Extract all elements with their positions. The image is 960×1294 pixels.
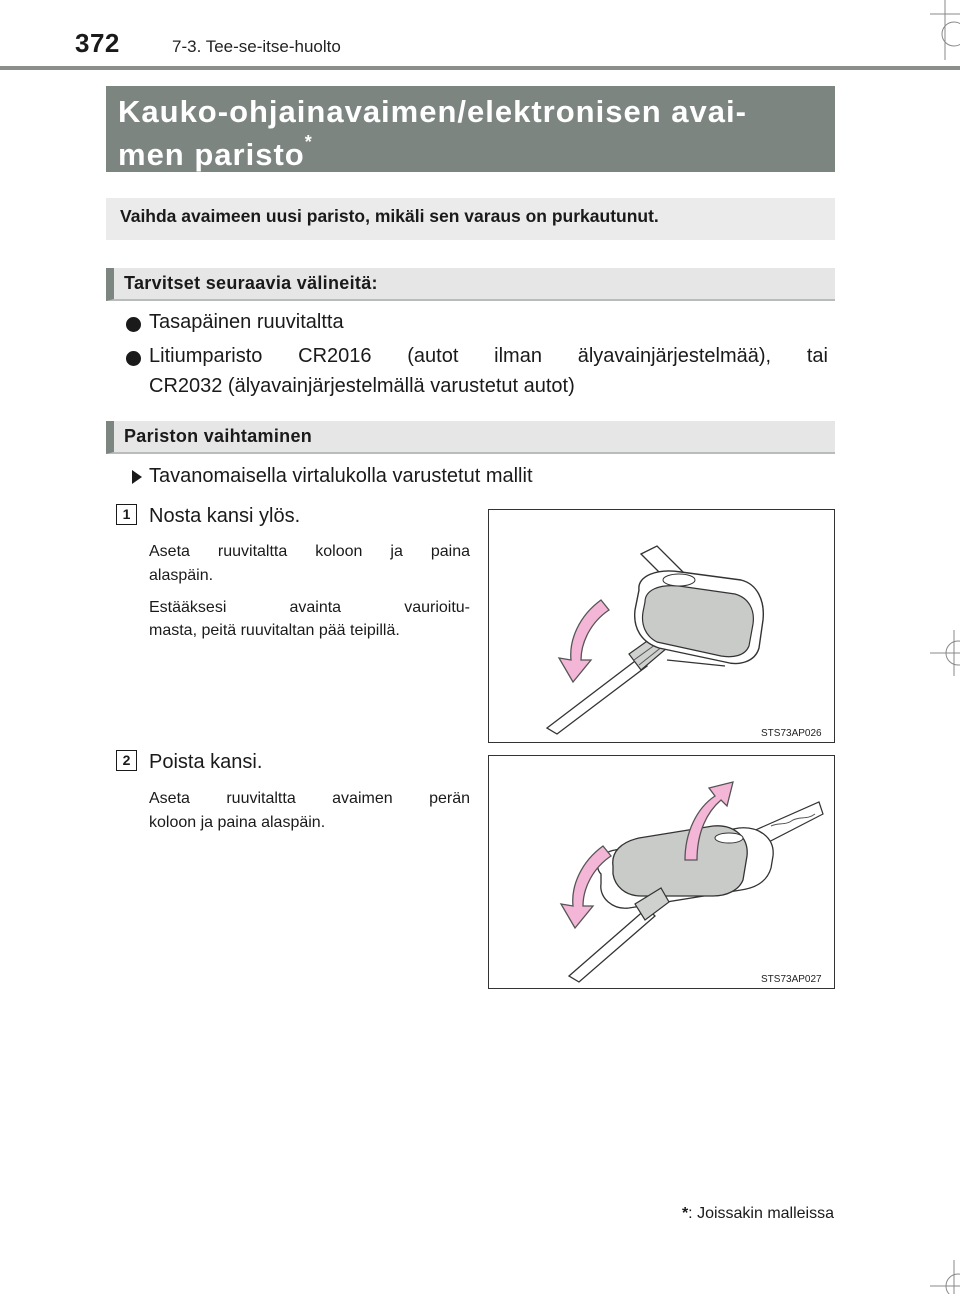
step-number-1: 1 xyxy=(116,504,137,525)
step-1-note-1-line1: Aseta ruuvitaltta koloon ja paina xyxy=(149,543,470,560)
step-2-title: Poista kansi. xyxy=(149,751,263,773)
step-1-note-2-line2: masta, peitä ruuvitaltan pää teipillä. xyxy=(149,622,400,639)
figure-2-code: STS73AP027 xyxy=(761,974,822,985)
main-title xyxy=(118,90,815,176)
tools-heading-box xyxy=(106,268,835,301)
registration-mark-middle xyxy=(930,630,960,676)
footnote-text: : Joissakin malleissa xyxy=(688,1205,834,1222)
intro-box xyxy=(106,198,835,240)
step-1-illustration xyxy=(488,509,835,743)
main-title-line2: men paristo xyxy=(118,137,305,172)
page-number: 372 xyxy=(75,28,120,58)
header-rule xyxy=(0,66,960,70)
key-remove-cover-drawing xyxy=(489,756,834,988)
title-asterisk: * xyxy=(304,132,313,152)
main-title-box xyxy=(106,86,835,172)
triangle-bullet-icon xyxy=(132,470,142,484)
variant-label: Tavanomaisella virtalukolla varustetut mallit xyxy=(149,465,533,487)
replace-heading: Pariston vaihtaminen xyxy=(124,426,313,446)
step-number-2: 2 xyxy=(116,750,137,771)
registration-mark-bottom xyxy=(930,1260,960,1294)
main-title-line1: Kauko-ohjainavaimen/elektronisen avai- xyxy=(118,94,747,129)
step-1-title: Nosta kansi ylös. xyxy=(149,505,301,527)
figure-1-code: STS73AP026 xyxy=(761,728,822,739)
replace-heading-box xyxy=(106,421,835,454)
tool-item-battery-line1: Litiumparisto CR2016 (autot ilman älyavainjärjestelmää), tai xyxy=(149,345,828,367)
footnote-asterisk: * xyxy=(681,1205,689,1222)
registration-mark-top xyxy=(930,0,960,60)
bullet-icon xyxy=(126,351,141,366)
section-title: 7-3. Tee-se-itse-huolto xyxy=(172,37,341,56)
tool-item-battery-line2: CR2032 (älyavainjärjestelmällä varustetut autot) xyxy=(149,375,575,397)
footnote xyxy=(682,1205,834,1223)
step-1-note-1-line2: alaspäin. xyxy=(149,567,214,584)
step-2-note-1-line1: Aseta ruuvitaltta avaimen perän xyxy=(149,790,470,807)
tools-heading: Tarvitset seuraavia välineitä: xyxy=(124,273,378,293)
bullet-icon xyxy=(126,317,141,332)
intro-text: Vaihda avaimeen uusi paristo, mikäli sen varaus on purkautunut. xyxy=(120,206,659,226)
step-2-note-1-line2: koloon ja paina alaspäin. xyxy=(149,814,326,831)
step-1-note-2-line1: Estääksesi avainta vaurioitu- xyxy=(149,599,470,616)
key-lift-cover-drawing xyxy=(489,510,834,742)
tool-item-screwdriver: Tasapäinen ruuvitaltta xyxy=(149,311,344,333)
step-2-illustration xyxy=(488,755,835,989)
